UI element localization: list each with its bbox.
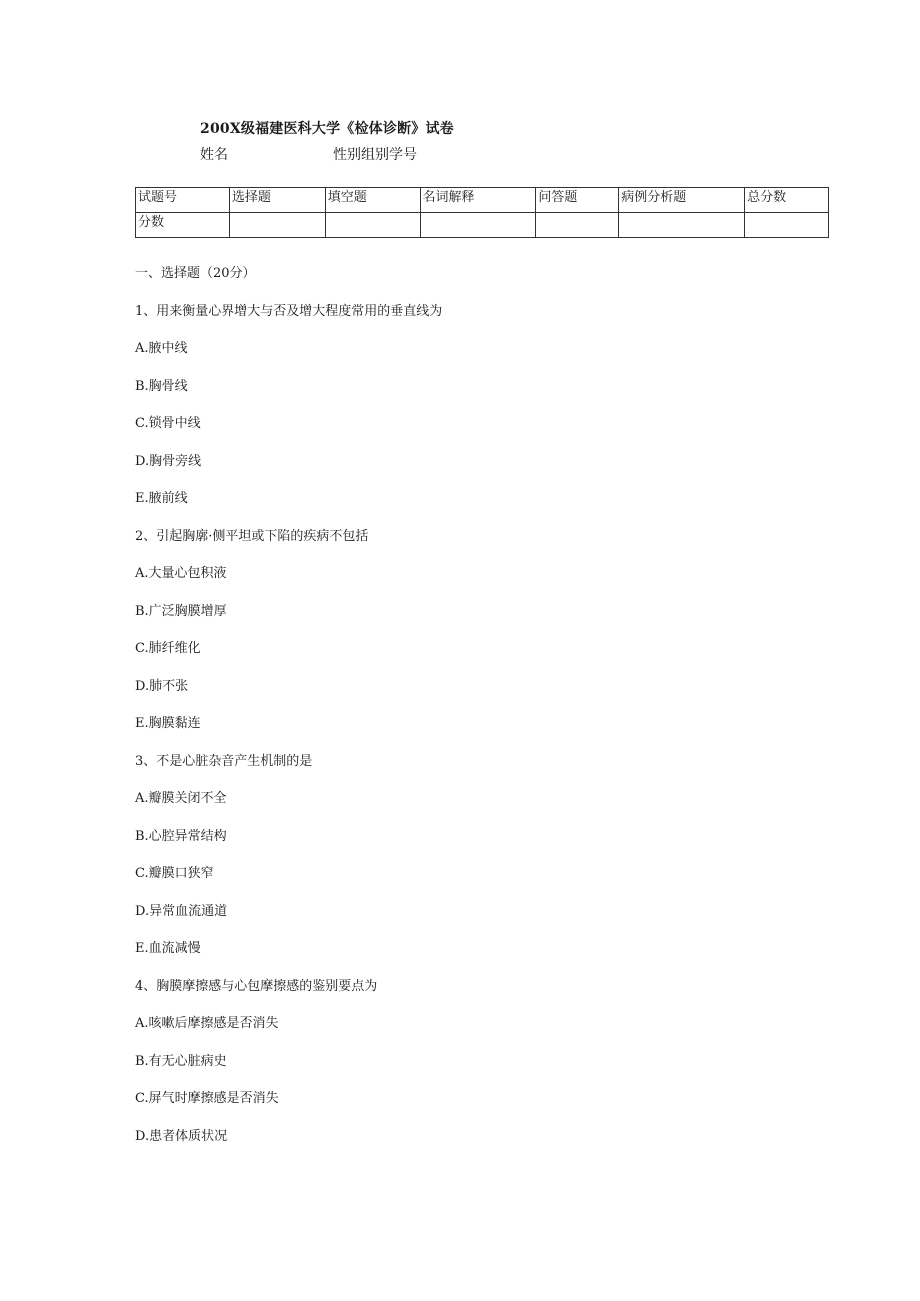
answer-option[interactable]: C.锁骨中线: [135, 416, 201, 431]
answer-option[interactable]: D.胸骨旁线: [135, 453, 202, 469]
answer-option[interactable]: B.广泛胸膜增厚: [135, 603, 227, 619]
question-stem: 2、引起胸廓·侧平坦或下陷的疾病不包括: [135, 528, 369, 544]
score-table-header: 总分数: [745, 188, 829, 213]
gender-group-id-label: 性别组别学号: [333, 147, 417, 163]
answer-option[interactable]: D.患者体质状况: [135, 1128, 228, 1144]
answer-option[interactable]: C.屏气时摩擦感是否消失: [135, 1091, 279, 1106]
exam-title: 200X级福建医科大学《检体诊断》试卷: [200, 121, 454, 137]
question-3: [135, 752, 835, 977]
answer-option[interactable]: D.肺不张: [135, 678, 189, 694]
score-table: [135, 187, 829, 238]
score-table-header: 病例分析题: [619, 188, 745, 213]
answer-option[interactable]: C.肺纤维化: [135, 641, 201, 656]
score-table-header: 填空题: [325, 188, 420, 213]
answer-option[interactable]: B.有无心脏病史: [135, 1053, 227, 1069]
name-label: 姓名: [200, 147, 228, 163]
score-table-header: 名词解释: [420, 188, 536, 213]
answer-option[interactable]: E.胸膜黏连: [135, 716, 201, 731]
student-info-row: [200, 144, 417, 164]
question-1: [135, 302, 835, 527]
answer-option[interactable]: B.心腔异常结构: [135, 828, 227, 844]
answer-option[interactable]: A.大量心包积液: [135, 566, 227, 581]
answer-option[interactable]: C.瓣膜口狭窄: [135, 866, 214, 881]
score-cell[interactable]: [229, 213, 325, 238]
score-table-header: 问答题: [536, 188, 619, 213]
answer-option[interactable]: E.血流减慢: [135, 941, 201, 956]
score-table-header: 选择题: [229, 188, 325, 213]
score-row-label: 分数: [136, 213, 230, 238]
question-section: [135, 264, 835, 1164]
question-stem: 3、不是心脏杂音产生机制的是: [135, 753, 313, 769]
question-stem: 1、用来衡量心界增大与否及增大程度常用的垂直线为: [135, 303, 443, 319]
score-cell[interactable]: [745, 213, 829, 238]
answer-option[interactable]: B.胸骨线: [135, 378, 188, 394]
answer-option[interactable]: A.咳嗽后摩擦感是否消失: [135, 1016, 279, 1031]
score-table-header: 试题号: [136, 188, 230, 213]
score-cell[interactable]: [420, 213, 536, 238]
answer-option[interactable]: A.腋中线: [135, 341, 188, 356]
question-4: [135, 977, 835, 1165]
answer-option[interactable]: D.异常血流通道: [135, 903, 228, 919]
score-table-header-row: [136, 188, 829, 213]
answer-option[interactable]: E.腋前线: [135, 491, 188, 506]
score-cell[interactable]: [536, 213, 619, 238]
score-cell[interactable]: [325, 213, 420, 238]
answer-option[interactable]: A.瓣膜关闭不全: [135, 791, 227, 806]
question-stem: 4、胸膜摩擦感与心包摩擦感的鉴别要点为: [135, 978, 378, 994]
score-table-score-row: [136, 213, 829, 238]
section-heading: 一、选择题（20分）: [135, 266, 256, 281]
question-2: [135, 527, 835, 752]
score-cell[interactable]: [619, 213, 745, 238]
